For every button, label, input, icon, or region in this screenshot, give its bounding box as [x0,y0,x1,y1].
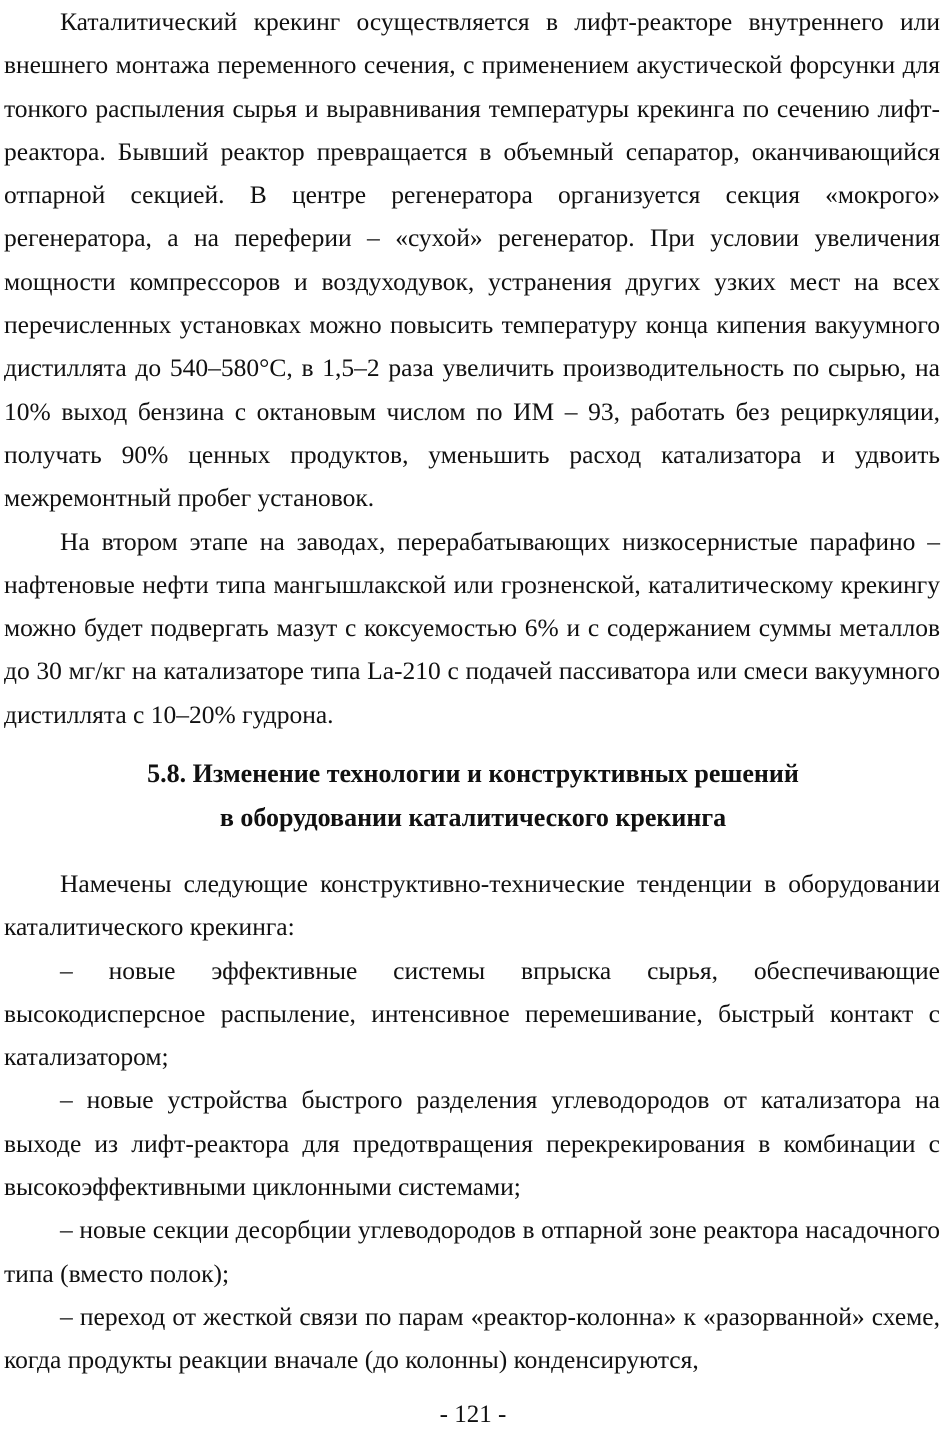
section-heading-line-1: 5.8. Изменение технологии и конструктивных решений [147,759,799,788]
section-heading-line-2: в оборудовании каталитического крекинга [219,803,727,832]
list-item: – новые устройства быстрого разделения углеводородов от катализатора на выходе из лифт-реактора для предотвращения перекрекирования в комбинации с высокоэффективными циклонными системами; [4,1085,940,1202]
body-text-bottom [4,862,940,1382]
paragraph: На втором этапе на заводах, перерабатывающих низкосернистые парафино –нафтеновые нефти типа мангышлакской или грозненской, каталитическому крекингу можно будет подвергать мазут с коксуемостью 6% и с содержанием суммы металлов до 30 мг/кг на катализаторе типа La-210 с подачей пассиватора или смеси вакуумного дистиллята с 10–20% гудрона. [4,526,940,729]
body-text-top [4,0,940,736]
page-number: - 121 - [439,1401,507,1428]
list-item: – переход от жесткой связи по парам «реактор-колонна» к «разорванной» схеме, когда продукты реакции вначале (до колонны) конденсируются, [4,1301,940,1375]
list-item: – новые секции десорбции углеводородов в отпарной зоне реактора насадочного типа (вместо полок); [4,1215,940,1288]
section-heading [0,752,946,840]
paragraph: Намечены следующие конструктивно-технические тенденции в оборудовании каталитического крекинга: [4,869,940,942]
paragraph: Каталитический крекинг осуществляется в лифт-реакторе внутреннего или внешнего монтажа переменного сечения, с применением акустической форсунки для тонкого распыления сырья и выравнивания температуры крекинга по сечению лифт-реактора. Бывший реактор превращается в объемный сепаратор, оканчивающийся отпарной секцией. В центре регенератора организуется секция «мокрого» регенератора, а на переферии – «сухой» регенератор. При условии увеличения мощности компрессоров и воздуходувок, устранения других узких мест на всех перечисленных установках можно повысить температуру конца кипения вакуумного дистиллята до 540–580°С, в 1,5–2 раза увеличить производительность по сырью, на 10% выход бензина с октановым числом по ИМ – 93, работать без рециркуляции, получать 90% ценных продуктов, уменьшить расход катализатора и удвоить межремонтный пробег установок. [4,7,940,513]
list-item: – новые эффективные системы впрыска сырья, обеспечивающие высокодисперсное распыление, интенсивное перемешивание, быстрый контакт с катализатором; [4,955,940,1072]
